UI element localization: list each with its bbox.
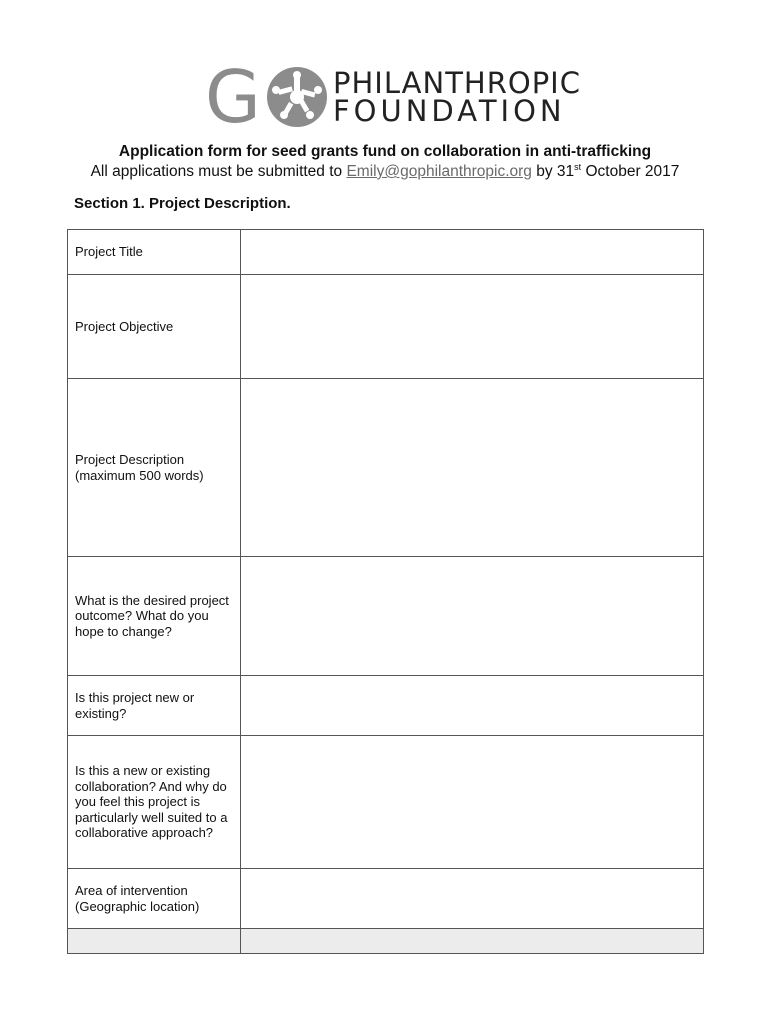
table-row	[68, 557, 704, 676]
table-row	[68, 275, 704, 379]
date-ordinal: st	[574, 162, 582, 172]
row-label-project-title: Project Title	[68, 230, 241, 275]
row-label-collaboration: Is this a new or existing collaboration? And why do you feel this project is particularly well suited to a collaborative approach?	[68, 736, 241, 869]
row-label-desired-outcome: What is the desired project outcome? What do you hope to change?	[68, 557, 241, 676]
table-row	[68, 676, 704, 736]
email-link[interactable]: Emily@gophilanthropic.org	[346, 163, 532, 181]
logo-text-foundation: FOUNDATION	[333, 94, 566, 128]
logo-mark-icon	[205, 62, 335, 132]
desired-outcome-field[interactable]	[241, 557, 704, 676]
table-row	[68, 929, 704, 954]
row-label-new-or-existing: Is this project new or existing?	[68, 676, 241, 736]
empty-field[interactable]	[241, 929, 704, 954]
row-label-project-objective: Project Objective	[68, 275, 241, 379]
project-title-field[interactable]	[241, 230, 704, 275]
row-label-area-of-intervention: Area of intervention (Geographic location)	[68, 869, 241, 929]
submission-instructions	[0, 162, 770, 181]
table-row	[68, 869, 704, 929]
row-label-empty	[68, 929, 241, 954]
project-objective-field[interactable]	[241, 275, 704, 379]
table-row	[68, 736, 704, 869]
row-label-project-description: Project Description (maximum 500 words)	[68, 379, 241, 557]
section-heading: Section 1. Project Description.	[74, 195, 291, 212]
project-description-table	[67, 229, 704, 954]
instructions-prefix: All applications must be submitted to	[90, 163, 347, 181]
new-or-existing-field[interactable]	[241, 676, 704, 736]
instructions-suffix: October 2017	[581, 163, 680, 181]
area-of-intervention-field[interactable]	[241, 869, 704, 929]
collaboration-field[interactable]	[241, 736, 704, 869]
instructions-date: by 31	[531, 163, 575, 181]
project-description-field[interactable]	[241, 379, 704, 557]
table-row	[68, 230, 704, 275]
table-row	[68, 379, 704, 557]
foundation-logo	[205, 62, 581, 132]
logo-letter: G	[205, 62, 261, 132]
form-title: Application form for seed grants fund on collaboration in anti-trafficking	[118, 143, 652, 160]
logo-text-philanthropic: PHILANTHROPIC	[333, 66, 581, 100]
